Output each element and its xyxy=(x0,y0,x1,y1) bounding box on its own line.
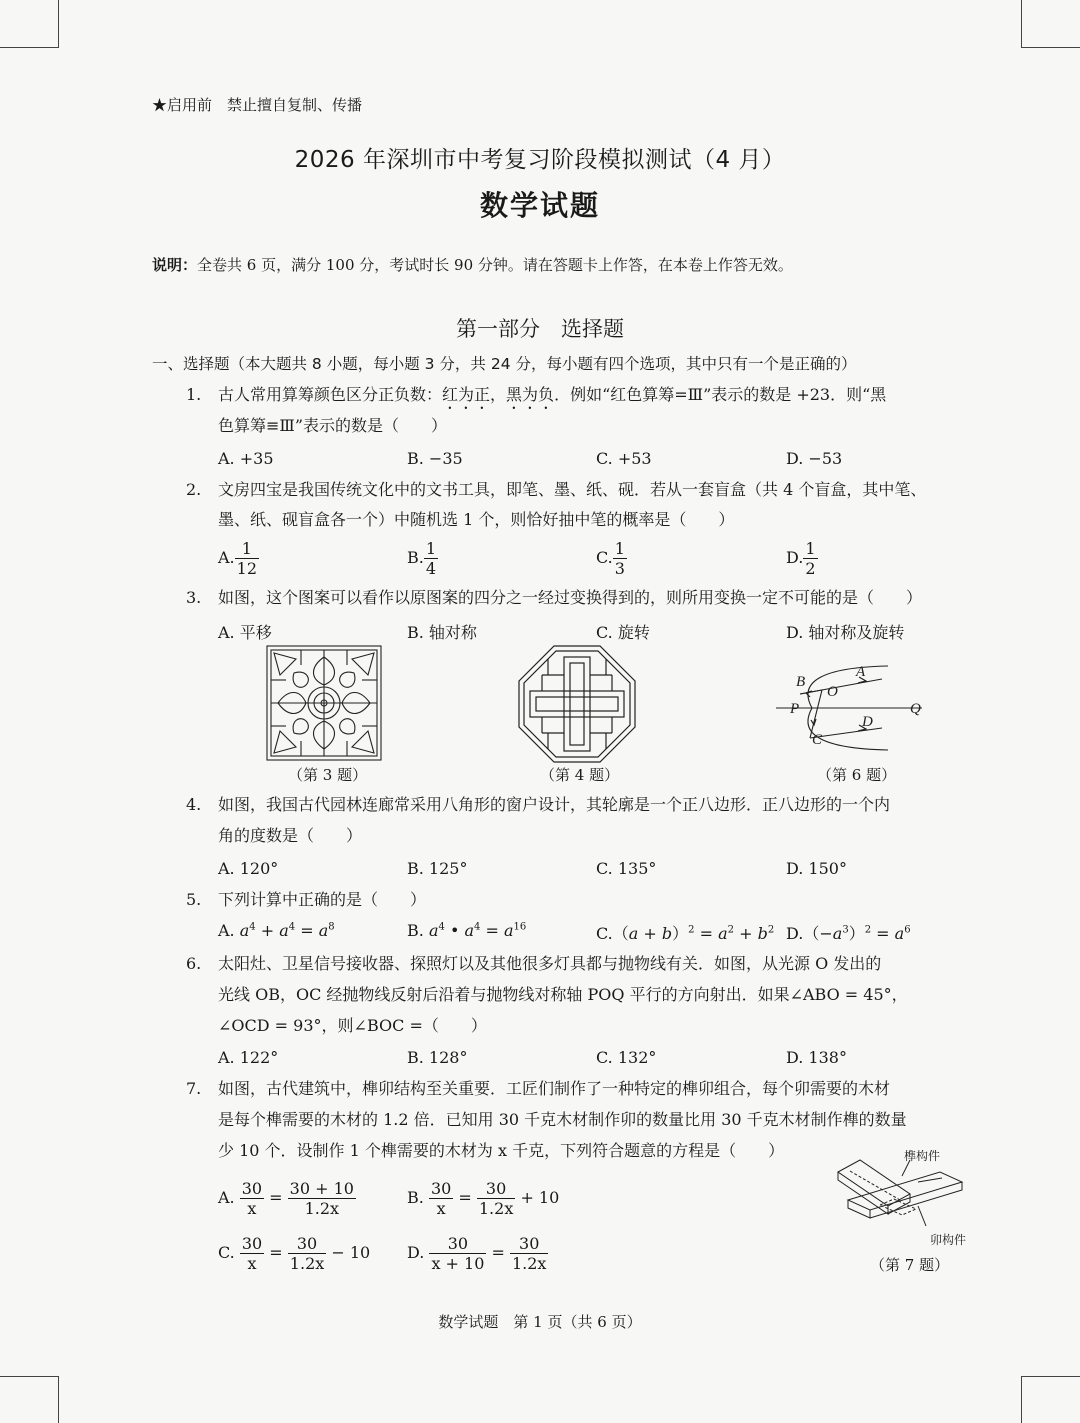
question-6-line-2: 光线 OB，OC 经抛物线反射后沿着与抛物线对称轴 POQ 平行的方向射出．如果∠ABO = 45°， xyxy=(218,985,908,1004)
fig6-label-b: B xyxy=(796,674,806,690)
q6-option-d[interactable]: D. 138° xyxy=(786,1048,847,1067)
equation-tail: − 10 xyxy=(331,1243,371,1262)
q2-option-c[interactable] xyxy=(596,539,627,578)
denominator: x xyxy=(247,1254,257,1273)
crop-mark xyxy=(0,1376,58,1377)
exam-subtitle: 数学试题 xyxy=(479,189,600,222)
q2-option-a[interactable] xyxy=(218,539,259,578)
fig6-label-a: A xyxy=(856,664,866,680)
part-title: 第一部分 选择题 xyxy=(456,317,624,341)
figure-4-octagon-window xyxy=(518,645,636,763)
figure-6-parabola-diagram xyxy=(772,662,932,754)
q3-option-d[interactable]: D. 轴对称及旋转 xyxy=(786,623,905,642)
option-label: B. xyxy=(407,1188,424,1207)
q3-option-a[interactable]: A. 平移 xyxy=(218,623,272,642)
option-label: D. xyxy=(407,1243,425,1262)
question-number: 7. xyxy=(186,1079,202,1098)
figure-7-caption: （第 7 题） xyxy=(870,1256,950,1274)
equation-tail: + 10 xyxy=(520,1188,560,1207)
q4-option-a[interactable]: A. 120° xyxy=(218,859,279,878)
numerator: 30 xyxy=(510,1234,548,1254)
fraction xyxy=(424,539,438,578)
numerator: 1 xyxy=(805,539,816,558)
option-label: A. xyxy=(218,921,235,940)
option-label: C. xyxy=(596,924,613,943)
figure-3-pattern xyxy=(266,645,382,761)
q5-option-a[interactable]: A. $a^4 + a^4 = a^8$ xyxy=(218,921,335,940)
exam-instructions xyxy=(152,254,793,275)
q1-comma: ， xyxy=(490,385,507,404)
denominator: x xyxy=(247,1199,257,1218)
confidential-notice: ★启用前 禁止擅自复制、传播 xyxy=(152,96,363,114)
question-number: 2. xyxy=(186,480,202,499)
q5-option-b[interactable]: B. $a^4$ • $a^4 = a^{16}$ xyxy=(407,921,527,940)
question-number: 6. xyxy=(186,954,202,973)
q4-option-d[interactable]: D. 150° xyxy=(786,859,847,878)
fraction xyxy=(288,1179,356,1218)
figure-6-caption: （第 6 题） xyxy=(817,766,897,784)
q1-text-a: 古人常用算筹颜色区分正负数： xyxy=(218,385,443,404)
fig6-label-p: P xyxy=(790,701,800,717)
q5-option-d[interactable]: $D.(-a^3)^2 = a^6$ xyxy=(786,924,911,943)
q1-emphasis-red: 红为正 xyxy=(442,385,491,404)
page-footer: 数学试题 第 1 页（共 6 页） xyxy=(438,1313,642,1331)
crop-mark xyxy=(0,47,58,48)
numerator: 1 xyxy=(235,539,259,559)
denominator: 1.2x xyxy=(289,1254,325,1273)
figure-3-caption: （第 3 题） xyxy=(288,766,368,784)
note-text: 全卷共 6 页，满分 100 分，考试时长 90 分钟。请在答题卡上作答，在本卷上作答无效。 xyxy=(197,256,793,274)
numerator: 30 xyxy=(241,1234,263,1253)
option-label: D. xyxy=(786,548,804,567)
fig6-label-d: D xyxy=(862,714,873,730)
question-1-line-2: 色算筹≡Ⅲ”表示的数是（ ） xyxy=(218,416,448,435)
q5-option-c[interactable]: $C.(a + b)^2 = a^2 + b^2$ xyxy=(596,924,775,943)
fraction xyxy=(429,1179,453,1218)
denominator: x + 10 xyxy=(431,1254,485,1273)
denominator: 1.2x xyxy=(511,1254,547,1273)
fraction xyxy=(240,1179,264,1218)
q3-option-b[interactable]: B. 轴对称 xyxy=(407,623,477,642)
numerator: 30 xyxy=(477,1179,515,1199)
numerator: 30 xyxy=(241,1179,263,1198)
numerator: 30 xyxy=(430,1179,452,1198)
question-6-line-1: 太阳灶、卫星信号接收器、探照灯以及其他很多灯具都与抛物线有关．如图，从光源 O 发出的 xyxy=(218,954,882,973)
q7-option-d[interactable]: D. $\frac{30}{x + 10}$ = $\frac{30}{1.2x}$ xyxy=(407,1234,547,1273)
crop-mark xyxy=(58,0,59,48)
crop-mark xyxy=(1021,0,1022,48)
question-2-line-2: 墨、纸、砚盲盒各一个）中随机选 1 个，则恰好抽中笔的概率是（ ） xyxy=(218,510,735,529)
denominator: 3 xyxy=(614,559,625,578)
q1-emphasis-black: 黑为负 xyxy=(506,385,555,404)
question-6-line-3: ∠OCD = 93°，则∠BOC =（ ） xyxy=(218,1016,487,1035)
q6-option-b[interactable]: B. 128° xyxy=(407,1048,468,1067)
denominator: 1.2x xyxy=(304,1199,340,1218)
fraction xyxy=(429,1234,486,1273)
q7-option-b[interactable]: B. $\frac{30}{x}$ = $\frac{30}{1.2x}$ + 10 xyxy=(407,1179,560,1218)
fraction xyxy=(288,1234,326,1273)
numerator: 1 xyxy=(425,539,437,558)
numerator: 30 xyxy=(429,1234,486,1254)
fig6-label-q: Q xyxy=(910,701,921,717)
q7-option-a[interactable]: A. $\frac{30}{x}$ = $\frac{30 + 10}{1.2x}$ xyxy=(218,1179,354,1218)
question-3-line-1: 如图，这个图案可以看作以原图案的四分之一经过变换得到的，则所用变换一定不可能的是（ ） xyxy=(218,588,923,607)
q2-option-d[interactable] xyxy=(786,539,818,578)
question-5-line-1: 下列计算中正确的是（ ） xyxy=(218,890,427,909)
q1-option-d[interactable]: D. −53 xyxy=(786,449,843,468)
option-label: B. xyxy=(407,921,424,940)
section-title: 一、选择题（本大题共 8 小题，每小题 3 分，共 24 分，每小题有四个选项，其中只有一个是正确的） xyxy=(152,355,857,373)
fraction xyxy=(510,1234,548,1273)
q4-option-b[interactable]: B. 125° xyxy=(407,859,468,878)
option-label: C. xyxy=(218,1243,235,1262)
fraction xyxy=(803,539,817,578)
fig6-label-o: O xyxy=(827,684,838,700)
fraction xyxy=(240,1234,264,1273)
option-label: A. xyxy=(218,548,235,567)
fig7-mortise-label: 卯构件 xyxy=(930,1233,967,1247)
crop-mark xyxy=(1021,1376,1022,1423)
q1-option-a[interactable]: A. +35 xyxy=(218,449,274,468)
option-label: D. xyxy=(786,924,804,943)
question-number: 4. xyxy=(186,795,202,814)
question-1-line-1 xyxy=(218,385,886,413)
q4-option-c[interactable]: C. 135° xyxy=(596,859,657,878)
denominator: 2 xyxy=(805,559,816,578)
q1-option-c[interactable]: C. +53 xyxy=(596,449,652,468)
denominator: x xyxy=(436,1199,446,1218)
fraction xyxy=(477,1179,515,1218)
fraction xyxy=(235,539,259,578)
question-number: 3. xyxy=(186,588,202,607)
numerator: 30 + 10 xyxy=(289,1179,354,1198)
figure-7-mortise-tenon xyxy=(834,1150,984,1250)
question-2-line-1: 文房四宝是我国传统文化中的文书工具，即笔、墨、纸、砚．若从一套盲盒（共 4 个盲盒，其中笔、 xyxy=(218,480,927,499)
option-label: C. xyxy=(596,548,613,567)
question-4-line-1: 如图，我国古代园林连廊常采用八角形的窗户设计，其轮廓是一个正八边形．正八边形的一个内 xyxy=(218,795,891,814)
question-number: 1. xyxy=(186,385,202,404)
question-7-line-3: 少 10 个．设制作 1 个榫需要的木材为 x 千克，下列符合题意的方程是（ ） xyxy=(218,1141,785,1160)
q1-option-b[interactable]: B. −35 xyxy=(407,449,463,468)
denominator: 12 xyxy=(236,559,257,578)
numerator: 30 xyxy=(288,1234,326,1254)
option-label: A. xyxy=(218,1188,235,1207)
option-label: B. xyxy=(407,548,424,567)
question-7-line-1: 如图，古代建筑中，榫卯结构至关重要．工匠们制作了一种特定的榫卯组合，每个卯需要的木材 xyxy=(218,1079,891,1098)
q7-option-c[interactable]: C. $\frac{30}{x}$ = $\frac{30}{1.2x}$ − 10 xyxy=(218,1234,371,1273)
fig6-label-c: C xyxy=(812,732,823,748)
crop-mark xyxy=(1021,1376,1080,1377)
denominator: 4 xyxy=(425,559,437,578)
denominator: 1.2x xyxy=(478,1199,514,1218)
question-7-line-2: 是每个榫需要的木材的 1.2 倍．已知用 30 千克木材制作卯的数量比用 30 千克木材制作榫的数量 xyxy=(218,1110,907,1129)
note-label: 说明： xyxy=(152,256,198,274)
q3-option-c[interactable]: C. 旋转 xyxy=(596,623,650,642)
fraction xyxy=(613,539,627,578)
q6-option-c[interactable]: C. 132° xyxy=(596,1048,657,1067)
q1-text-b: ．例如“红色算筹=Ⅲ”表示的数是 +23．则“黑 xyxy=(554,385,887,404)
question-4-line-2: 角的度数是（ ） xyxy=(218,826,363,845)
q6-option-a[interactable]: A. 122° xyxy=(218,1048,279,1067)
fig7-tenon-label: 榫构件 xyxy=(904,1150,941,1163)
figure-4-caption: （第 4 题） xyxy=(540,766,620,784)
crop-mark xyxy=(1021,47,1080,48)
numerator: 1 xyxy=(614,539,625,558)
q2-option-b[interactable] xyxy=(407,539,438,578)
crop-mark xyxy=(58,1376,59,1423)
exam-title: 2026 年深圳市中考复习阶段模拟测试（4 月） xyxy=(294,147,786,173)
question-number: 5. xyxy=(186,890,202,909)
